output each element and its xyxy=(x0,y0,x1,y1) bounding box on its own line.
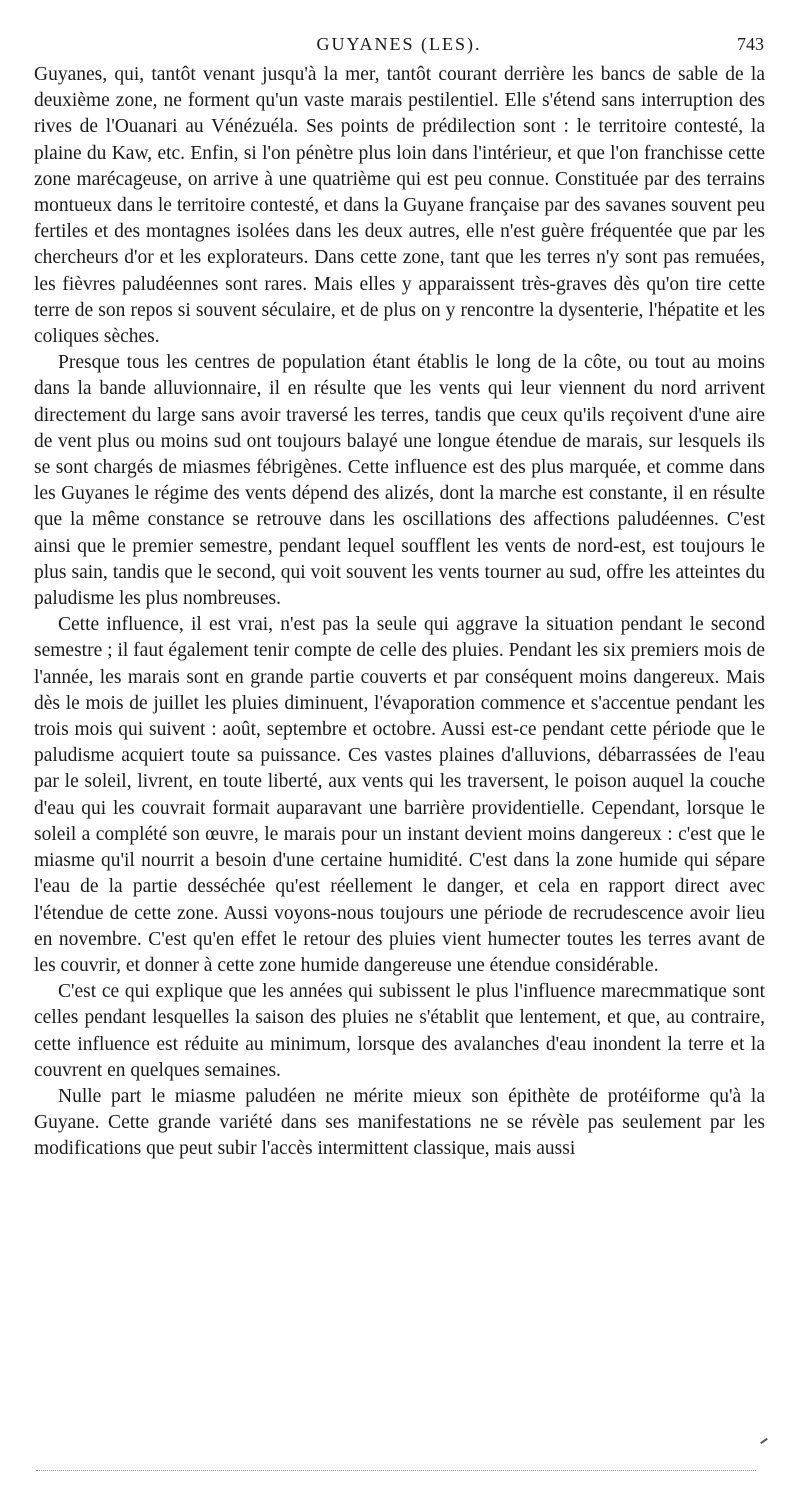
paragraph-1: Guyanes, qui, tantôt venant jusqu'à la mer, tantôt courant derrière les bancs de sable de la deuxième zone, ne forment qu'un vaste marais pestilentiel. Elle s'étend sans interruption des rives de l'Ouanari au Vénézuéla. Ses points de prédilection sont : le territoire contesté, la plaine du Kaw, etc. Enfin, si l'on pénètre plus loin dans l'intérieur, et que l'on franchisse cette zone marécageuse, on arrive à une quatrième qui est peu connue. Constituée par des terrains montueux dans le territoire contesté, et dans la Guyane française par des savanes souvent peu fertiles et des montagnes isolées dans les deux autres, elle n'est guère fréquentée que par les chercheurs d'or et les explorateurs. Dans cette zone, tant que les terres n'y sont pas remuées, les fièvres paludéennes sont rares. Mais elles y apparaissent très-graves dès qu'on tire cette terre de son repos si souvent séculaire, et de plus on y rencontre la dysenterie, l'hépatite et les coliques sèches. xyxy=(34,64,765,348)
paragraph-3: Cette influence, il est vrai, n'est pas la seule qui aggrave la situation pendant le second semestre ; il faut également tenir compte de celle des pluies. Pendant les six premiers mois de l'année, les marais sont en grande partie couverts et par conséquent moins dangereux. Mais dès le mois de juillet les pluies diminuent, l'évaporation commence et s'accentue pendant les trois mois qui suivent : août, septembre et octobre. Aussi est-ce pendant cette période que le paludisme acquiert toute sa puissance. Ces vastes plaines d'alluvions, débarrassées de l'eau par le soleil, livrent, en toute liberté, aux vents qui les traversent, le poison auquel la couche d'eau qui les couvrait formait auparavant une barrière providentielle. Cependant, lorsque le soleil a complété son œuvre, le marais pour un instant devient moins dangereux : c'est que le miasme qu'il nourrit a besoin d'une certaine humidité. C'est dans la zone humide qui sépare l'eau de la partie desséchée qu'est réellement le danger, et cela en rapport direct avec l'étendue de cette zone. Aussi voyons-nous toujours une période de recrudescence avoir lieu en novembre. C'est qu'en effet le retour des pluies vient humecter toutes les terres avant de les couvrir, et donner à cette zone humide dangereuse une étendue considérable. xyxy=(34,614,765,976)
running-head xyxy=(34,30,764,58)
ink-speck xyxy=(760,1438,768,1444)
body-text xyxy=(34,62,765,1163)
paragraph-2: Presque tous les centres de population étant établis le long de la côte, ou tout au moins dans la bande alluvionnaire, il en résulte que les vents qui leur viennent du nord arrivent directement du large sans avoir traversé les terres, tandis que ceux qu'ils reçoivent d'une aire de vent plus ou moins sud ont toujours balayé une longue étendue de marais, sur lesquels ils se sont chargés de miasmes fébrigènes. Cette influence est des plus marquée, et comme dans les Guyanes le régime des vents dépend des alizés, dont la marche est constante, il en résulte que la même constance se retrouve dans les oscillations des affections paludéennes. C'est ainsi que le premier semestre, pendant lequel soufflent les vents de nord-est, est toujours le plus sain, tandis que le second, qui voit souvent les vents tourner au sud, offre les atteintes du paludisme les plus nombreuses. xyxy=(34,352,765,610)
paragraph-4: C'est ce qui explique que les années qui subissent le plus l'influence marecmmatique sont celles pendant lesquelles la saison des pluies ne s'établit que lentement, et que, au contraire, cette influence est réduite au minimum, lorsque des avalanches d'eau inondent la terre et la couvrent en quelques semaines. xyxy=(34,981,765,1081)
page-title: GUYANES (LES). xyxy=(316,34,482,54)
page-number: 743 xyxy=(737,34,764,54)
scan-edge-line xyxy=(36,1470,756,1471)
paragraph-5: Nulle part le miasme paludéen ne mérite mieux son épithète de protéiforme qu'à la Guyane. Cette grande variété dans ses manifestations ne se révèle pas seulement par les modifications que peut subir l'accès intermittent classique, mais aussi xyxy=(34,1085,765,1160)
